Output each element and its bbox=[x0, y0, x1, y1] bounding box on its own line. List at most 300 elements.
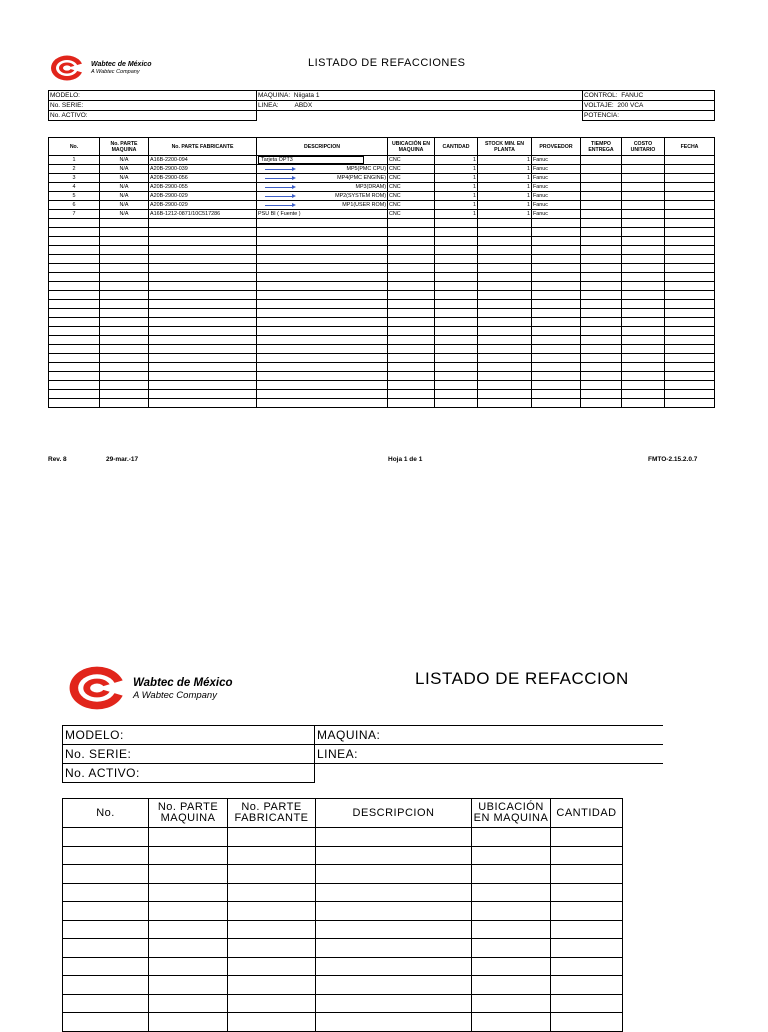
cell-stock bbox=[478, 255, 532, 264]
cell-descripcion bbox=[257, 237, 388, 246]
cell-fecha bbox=[665, 246, 715, 255]
cell-ubicacion bbox=[388, 318, 435, 327]
cell-no bbox=[49, 228, 100, 237]
arrow-icon bbox=[265, 187, 293, 188]
cell-costo bbox=[622, 201, 665, 210]
cell-no bbox=[49, 273, 100, 282]
empty-cell bbox=[472, 865, 551, 884]
cell-proveedor: Fanuc bbox=[532, 183, 581, 192]
cell-maquina bbox=[100, 390, 149, 399]
cell-costo bbox=[622, 273, 665, 282]
cell-tiempo bbox=[581, 210, 622, 219]
cell-costo bbox=[622, 327, 665, 336]
empty-cell bbox=[149, 865, 228, 884]
cell-maquina bbox=[100, 219, 149, 228]
empty-cell bbox=[149, 920, 228, 939]
cell-costo bbox=[622, 282, 665, 291]
empty-cell bbox=[228, 865, 316, 884]
cell-no bbox=[49, 300, 100, 309]
empty-cell bbox=[228, 846, 316, 865]
empty-cell bbox=[316, 883, 472, 902]
empty-cell bbox=[472, 846, 551, 865]
cell-fabricante bbox=[149, 372, 257, 381]
cell-costo bbox=[622, 156, 665, 165]
cell-no bbox=[49, 255, 100, 264]
empty-cell bbox=[472, 957, 551, 976]
table-row-large bbox=[63, 957, 623, 976]
table-row bbox=[49, 165, 715, 174]
cell-no bbox=[49, 318, 100, 327]
cell-cantidad bbox=[435, 354, 478, 363]
cell-cantidad bbox=[435, 372, 478, 381]
cell-proveedor bbox=[532, 228, 581, 237]
cell-cantidad bbox=[435, 345, 478, 354]
cell-tiempo bbox=[581, 228, 622, 237]
table-row-large bbox=[63, 939, 623, 958]
cell-proveedor bbox=[532, 381, 581, 390]
empty-cell bbox=[149, 976, 228, 995]
cell-descripcion bbox=[257, 399, 388, 408]
cell-maquina: N/A bbox=[100, 174, 149, 183]
column-header: No. PARTE MAQUINA bbox=[100, 138, 149, 156]
table-row bbox=[49, 273, 715, 282]
table-row-large bbox=[63, 846, 623, 865]
cell-cantidad bbox=[435, 273, 478, 282]
empty-cell bbox=[551, 939, 623, 958]
empty-cell bbox=[316, 994, 472, 1013]
description-box: Tarjeta OPT3 bbox=[258, 156, 364, 164]
cell-stock bbox=[478, 282, 532, 291]
cell-proveedor bbox=[532, 345, 581, 354]
cell-fecha bbox=[665, 201, 715, 210]
maquina-cell-large: MAQUINA: bbox=[315, 726, 663, 745]
cell-maquina bbox=[100, 363, 149, 372]
empty-cell bbox=[551, 920, 623, 939]
cell-fabricante: A20B-2900-056 bbox=[149, 174, 257, 183]
cell-costo bbox=[622, 399, 665, 408]
cell-stock: 1 bbox=[478, 183, 532, 192]
cell-descripcion bbox=[257, 183, 388, 192]
cell-tiempo bbox=[581, 183, 622, 192]
cell-proveedor: Fanuc bbox=[532, 156, 581, 165]
empty-cell bbox=[63, 976, 149, 995]
arrow-icon bbox=[265, 205, 293, 206]
cell-descripcion bbox=[257, 327, 388, 336]
cell-proveedor bbox=[532, 300, 581, 309]
cell-descripcion bbox=[257, 363, 388, 372]
cell-fabricante: A16B-1212-0871/10C517286 bbox=[149, 210, 257, 219]
cell-fecha bbox=[665, 354, 715, 363]
description-text: MP5(PMC CPU) bbox=[346, 166, 386, 172]
cell-tiempo bbox=[581, 327, 622, 336]
cell-maquina bbox=[100, 336, 149, 345]
column-header: No. PARTE FABRICANTE bbox=[149, 138, 257, 156]
linea-cell-large: LINEA: bbox=[315, 745, 663, 764]
cell-descripcion bbox=[257, 192, 388, 201]
cell-stock: 1 bbox=[478, 201, 532, 210]
empty-cell bbox=[472, 939, 551, 958]
column-header: STOCK MIN. EN PLANTA bbox=[478, 138, 532, 156]
cell-descripcion bbox=[257, 264, 388, 273]
column-header-large: No. PARTE FABRICANTE bbox=[228, 799, 316, 828]
cell-descripcion bbox=[257, 300, 388, 309]
empty-cell bbox=[228, 939, 316, 958]
cell-fecha bbox=[665, 237, 715, 246]
cell-fabricante bbox=[149, 228, 257, 237]
cell-ubicacion: CNC bbox=[388, 183, 435, 192]
cell-fecha bbox=[665, 318, 715, 327]
empty-cell bbox=[63, 865, 149, 884]
cell-descripcion bbox=[257, 228, 388, 237]
empty-cell bbox=[551, 828, 623, 847]
cell-costo bbox=[622, 381, 665, 390]
cell-descripcion bbox=[257, 219, 388, 228]
empty-cell bbox=[63, 939, 149, 958]
cell-tiempo bbox=[581, 192, 622, 201]
empty-cell bbox=[316, 939, 472, 958]
cell-tiempo bbox=[581, 264, 622, 273]
cell-descripcion: PSU BI ( Fuente ) bbox=[257, 210, 388, 219]
table-row bbox=[49, 174, 715, 183]
cell-stock: 1 bbox=[478, 210, 532, 219]
cell-stock bbox=[478, 345, 532, 354]
empty-cell bbox=[63, 1013, 149, 1032]
empty-cell bbox=[149, 939, 228, 958]
cell-descripcion bbox=[257, 273, 388, 282]
table-row bbox=[49, 309, 715, 318]
table-row bbox=[49, 291, 715, 300]
table-row bbox=[49, 372, 715, 381]
cell-no bbox=[49, 399, 100, 408]
cell-proveedor bbox=[532, 390, 581, 399]
cell-descripcion bbox=[257, 318, 388, 327]
cell-fecha bbox=[665, 390, 715, 399]
cell-fecha bbox=[665, 381, 715, 390]
cell-costo bbox=[622, 183, 665, 192]
cell-tiempo bbox=[581, 165, 622, 174]
cell-fabricante bbox=[149, 237, 257, 246]
cell-tiempo bbox=[581, 246, 622, 255]
cell-cantidad: 1 bbox=[435, 183, 478, 192]
cell-proveedor: Fanuc bbox=[532, 192, 581, 201]
cell-cantidad bbox=[435, 363, 478, 372]
cell-fecha bbox=[665, 255, 715, 264]
cell-maquina bbox=[100, 309, 149, 318]
modelo-cell-large: MODELO: bbox=[63, 726, 315, 745]
cell-ubicacion: CNC bbox=[388, 201, 435, 210]
empty-cell bbox=[316, 828, 472, 847]
serie-cell: No. SERIE: bbox=[49, 101, 257, 111]
cell-fabricante bbox=[149, 336, 257, 345]
cell-descripcion bbox=[257, 165, 388, 174]
cell-ubicacion bbox=[388, 363, 435, 372]
wabtec-logo-large-icon bbox=[66, 664, 128, 712]
table-row-large bbox=[63, 883, 623, 902]
empty-cell bbox=[551, 976, 623, 995]
cell-stock bbox=[478, 381, 532, 390]
cell-no bbox=[49, 282, 100, 291]
voltaje-cell: VOLTAJE: 200 VCA bbox=[583, 101, 715, 111]
cell-cantidad: 1 bbox=[435, 192, 478, 201]
cell-descripcion bbox=[257, 381, 388, 390]
table-row bbox=[49, 255, 715, 264]
cell-maquina bbox=[100, 228, 149, 237]
cell-stock bbox=[478, 390, 532, 399]
cell-costo bbox=[622, 390, 665, 399]
cell-maquina bbox=[100, 354, 149, 363]
cell-stock: 1 bbox=[478, 156, 532, 165]
empty-cell bbox=[472, 976, 551, 995]
table-row bbox=[49, 246, 715, 255]
table-row bbox=[49, 318, 715, 327]
cell-no bbox=[49, 372, 100, 381]
activo-cell: No. ACTIVO: bbox=[49, 111, 257, 121]
cell-tiempo bbox=[581, 318, 622, 327]
cell-stock bbox=[478, 309, 532, 318]
cell-cantidad bbox=[435, 264, 478, 273]
cell-ubicacion bbox=[388, 300, 435, 309]
cell-maquina bbox=[100, 246, 149, 255]
cell-fecha bbox=[665, 282, 715, 291]
cell-ubicacion bbox=[388, 390, 435, 399]
cell-ubicacion bbox=[388, 228, 435, 237]
cell-fecha bbox=[665, 372, 715, 381]
empty-cell bbox=[316, 976, 472, 995]
empty-cell bbox=[551, 957, 623, 976]
cell-ubicacion bbox=[388, 264, 435, 273]
cell-fabricante bbox=[149, 318, 257, 327]
empty-cell bbox=[472, 920, 551, 939]
cell-costo bbox=[622, 300, 665, 309]
cell-ubicacion bbox=[388, 282, 435, 291]
cell-tiempo bbox=[581, 363, 622, 372]
cell-maquina: N/A bbox=[100, 201, 149, 210]
empty-cell bbox=[472, 1013, 551, 1032]
cell-cantidad bbox=[435, 318, 478, 327]
cell-costo bbox=[622, 246, 665, 255]
cell-ubicacion: CNC bbox=[388, 165, 435, 174]
cell-no bbox=[49, 264, 100, 273]
table-row bbox=[49, 156, 715, 165]
table-row-large bbox=[63, 994, 623, 1013]
cell-ubicacion bbox=[388, 246, 435, 255]
cell-costo bbox=[622, 291, 665, 300]
cell-fabricante bbox=[149, 291, 257, 300]
empty-cell bbox=[228, 883, 316, 902]
cell-descripcion bbox=[257, 390, 388, 399]
cell-no bbox=[49, 363, 100, 372]
cell-fabricante bbox=[149, 381, 257, 390]
description-text: MP2(SYSTEM ROM) bbox=[335, 193, 386, 199]
cell-proveedor bbox=[532, 273, 581, 282]
modelo-cell: MODELO: bbox=[49, 91, 257, 101]
table-row bbox=[49, 219, 715, 228]
empty-cell bbox=[551, 883, 623, 902]
cell-stock bbox=[478, 219, 532, 228]
table-row bbox=[49, 390, 715, 399]
empty-cell bbox=[551, 865, 623, 884]
cell-maquina bbox=[100, 327, 149, 336]
cell-fecha bbox=[665, 228, 715, 237]
description-text: MP1(USER ROM) bbox=[342, 202, 386, 208]
cell-fecha bbox=[665, 210, 715, 219]
empty-cell bbox=[149, 883, 228, 902]
column-header-large: DESCRIPCION bbox=[316, 799, 472, 828]
cell-tiempo bbox=[581, 255, 622, 264]
empty-cell bbox=[316, 920, 472, 939]
cell-descripcion bbox=[257, 246, 388, 255]
cell-stock bbox=[478, 264, 532, 273]
cell-tiempo bbox=[581, 201, 622, 210]
cell-tiempo bbox=[581, 282, 622, 291]
cell-no bbox=[49, 246, 100, 255]
cell-fecha bbox=[665, 345, 715, 354]
cell-fabricante bbox=[149, 390, 257, 399]
cell-maquina bbox=[100, 282, 149, 291]
cell-cantidad bbox=[435, 246, 478, 255]
cell-ubicacion: CNC bbox=[388, 210, 435, 219]
cell-maquina bbox=[100, 381, 149, 390]
cell-no: 6 bbox=[49, 201, 100, 210]
footer-rev: Rev. 8 bbox=[48, 456, 67, 463]
description-text: MP4(PMC ENGINE) bbox=[337, 175, 386, 181]
cell-cantidad bbox=[435, 291, 478, 300]
cell-ubicacion bbox=[388, 381, 435, 390]
cell-tiempo bbox=[581, 291, 622, 300]
column-header-large: No. bbox=[63, 799, 149, 828]
serie-cell-large: No. SERIE: bbox=[63, 745, 315, 764]
parts-table bbox=[48, 137, 715, 408]
cell-no bbox=[49, 327, 100, 336]
cell-fecha bbox=[665, 183, 715, 192]
cell-costo bbox=[622, 165, 665, 174]
cell-descripcion bbox=[257, 372, 388, 381]
table-row-large bbox=[63, 920, 623, 939]
cell-fabricante bbox=[149, 273, 257, 282]
cell-proveedor bbox=[532, 219, 581, 228]
machine-info-table bbox=[48, 90, 715, 121]
cell-fecha bbox=[665, 192, 715, 201]
empty-cell bbox=[63, 883, 149, 902]
cell-costo bbox=[622, 237, 665, 246]
cell-maquina bbox=[100, 237, 149, 246]
cell-ubicacion bbox=[388, 336, 435, 345]
empty-cell bbox=[149, 994, 228, 1013]
table-row bbox=[49, 327, 715, 336]
cell-descripcion bbox=[257, 156, 388, 165]
cell-ubicacion: CNC bbox=[388, 174, 435, 183]
cell-proveedor bbox=[532, 237, 581, 246]
cell-cantidad bbox=[435, 228, 478, 237]
table-row bbox=[49, 201, 715, 210]
empty-cell bbox=[63, 902, 149, 921]
cell-stock bbox=[478, 354, 532, 363]
table-row bbox=[49, 354, 715, 363]
cell-proveedor bbox=[532, 399, 581, 408]
cell-tiempo bbox=[581, 381, 622, 390]
cell-costo bbox=[622, 336, 665, 345]
description-text: MP3(DRAM) bbox=[355, 184, 386, 190]
cell-proveedor bbox=[532, 318, 581, 327]
cell-maquina bbox=[100, 255, 149, 264]
cell-fabricante: A20B-2900-029 bbox=[149, 201, 257, 210]
column-header: PROVEEDOR bbox=[532, 138, 581, 156]
cell-maquina: N/A bbox=[100, 165, 149, 174]
column-header: FECHA bbox=[665, 138, 715, 156]
cell-proveedor bbox=[532, 372, 581, 381]
cell-maquina bbox=[100, 300, 149, 309]
cell-fecha bbox=[665, 309, 715, 318]
empty-cell bbox=[228, 1013, 316, 1032]
empty-cell bbox=[472, 883, 551, 902]
cell-costo bbox=[622, 255, 665, 264]
cell-descripcion bbox=[257, 255, 388, 264]
footer-page: Hoja 1 de 1 bbox=[388, 456, 423, 463]
cell-maquina: N/A bbox=[100, 210, 149, 219]
cell-proveedor: Fanuc bbox=[532, 210, 581, 219]
machine-info-table-large bbox=[62, 725, 663, 783]
cell-no bbox=[49, 219, 100, 228]
cell-fecha bbox=[665, 327, 715, 336]
cell-tiempo bbox=[581, 354, 622, 363]
cell-stock bbox=[478, 228, 532, 237]
cell-tiempo bbox=[581, 336, 622, 345]
cell-cantidad bbox=[435, 399, 478, 408]
linea-cell: LINEA: ABDX bbox=[257, 101, 583, 111]
empty-cell bbox=[316, 846, 472, 865]
cell-proveedor bbox=[532, 255, 581, 264]
cell-fabricante bbox=[149, 255, 257, 264]
cell-stock bbox=[478, 318, 532, 327]
cell-descripcion bbox=[257, 309, 388, 318]
cell-cantidad bbox=[435, 219, 478, 228]
cell-no: 1 bbox=[49, 156, 100, 165]
cell-proveedor bbox=[532, 336, 581, 345]
document-title-large: LISTADO DE REFACCION bbox=[415, 669, 629, 688]
empty-cell bbox=[63, 846, 149, 865]
cell-ubicacion bbox=[388, 345, 435, 354]
company-subtitle-large: A Wabtec Company bbox=[133, 690, 217, 701]
cell-no: 3 bbox=[49, 174, 100, 183]
cell-proveedor bbox=[532, 354, 581, 363]
cell-costo bbox=[622, 309, 665, 318]
empty-cell bbox=[63, 920, 149, 939]
table-row bbox=[49, 336, 715, 345]
column-header-large: No. PARTE MAQUINA bbox=[149, 799, 228, 828]
cell-stock bbox=[478, 363, 532, 372]
cell-cantidad: 1 bbox=[435, 174, 478, 183]
cell-descripcion bbox=[257, 291, 388, 300]
footer-date: 29-mar.-17 bbox=[106, 456, 139, 463]
cell-proveedor: Fanuc bbox=[532, 201, 581, 210]
empty-cell bbox=[149, 846, 228, 865]
cell-proveedor: Fanuc bbox=[532, 174, 581, 183]
cell-fabricante bbox=[149, 300, 257, 309]
cell-maquina: N/A bbox=[100, 156, 149, 165]
table-row bbox=[49, 228, 715, 237]
column-header: TIEMPO ENTREGA bbox=[581, 138, 622, 156]
empty-cell bbox=[316, 902, 472, 921]
wabtec-logo-icon bbox=[50, 54, 84, 82]
cell-stock bbox=[478, 273, 532, 282]
empty-cell bbox=[63, 957, 149, 976]
cell-proveedor: Fanuc bbox=[532, 165, 581, 174]
cell-costo bbox=[622, 192, 665, 201]
cell-fecha bbox=[665, 363, 715, 372]
cell-tiempo bbox=[581, 300, 622, 309]
column-header-large: CANTIDAD bbox=[551, 799, 623, 828]
cell-no bbox=[49, 381, 100, 390]
